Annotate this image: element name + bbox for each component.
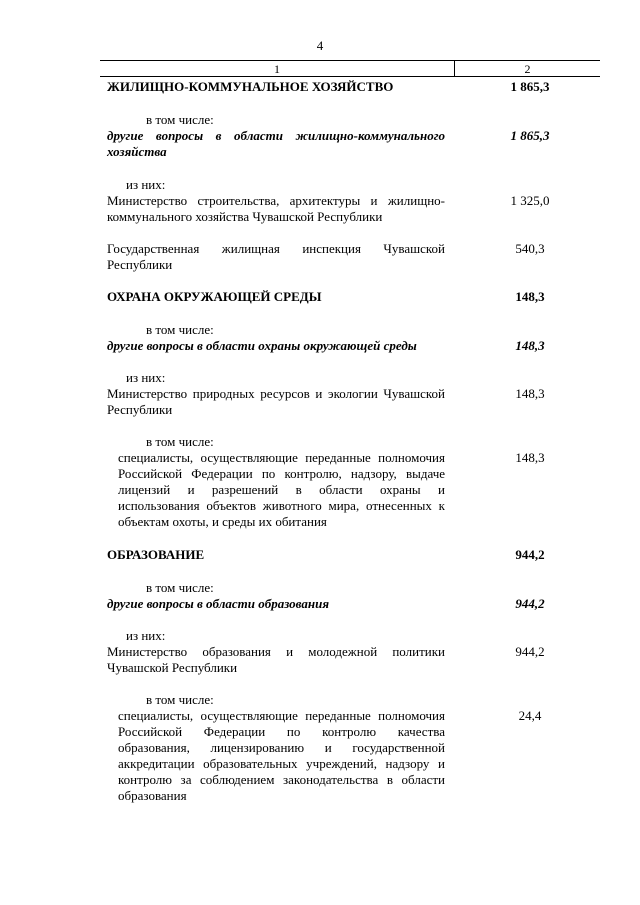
ministry-education-value: 944,2 — [515, 644, 545, 659]
specialists-environment: специалисты, осуществляющие переданные полномочия Российской Федерации по контролю, надзору, выдаче лицензий и разрешений в области охраны и использования объектов животного мира, отнесенных к объектам охоты, и среды их обитания — [118, 450, 445, 529]
section-title-education: ОБРАЗОВАНИЕ — [107, 547, 205, 562]
other-questions-education: другие вопросы в области образования — [107, 596, 330, 611]
of-them-label: из них: — [126, 177, 166, 192]
section-value-housing: 1 865,3 — [510, 79, 550, 94]
table-column-header — [100, 60, 600, 77]
ministry-education: Министерство образования и молодежной политики Чувашской Республики — [107, 644, 445, 675]
other-questions-housing-value: 1 865,3 — [510, 128, 550, 143]
ministry-construction: Министерство строительства, архитектуры и жилищно-коммунального хозяйства Чувашской Республики — [107, 193, 445, 224]
other-questions-environment: другие вопросы в области охраны окружающей среды — [107, 338, 417, 353]
ministry-natural-resources: Министерство природных ресурсов и экологии Чувашской Республики — [107, 386, 445, 417]
other-questions-education-value: 944,2 — [515, 596, 545, 611]
of-them-label: из них: — [126, 370, 166, 385]
specialists-education-value: 24,4 — [518, 708, 542, 723]
column-1-header: 1 — [274, 62, 280, 76]
including-label: в том числе: — [146, 692, 214, 707]
including-label: в том числе: — [146, 434, 214, 449]
housing-inspection-value: 540,3 — [515, 241, 545, 256]
specialists-environment-value: 148,3 — [515, 450, 545, 465]
section-value-environment: 148,3 — [515, 289, 545, 304]
specialists-education: специалисты, осуществляющие переданные полномочия Российской Федерации по контролю качества образования, лицензированию и государственной аккредитации образовательных учреждений, надзору и контролю за соблюдением законодательства в области образования — [118, 708, 445, 803]
of-them-label: из них: — [126, 628, 166, 643]
including-label: в том числе: — [146, 322, 214, 337]
ministry-construction-value: 1 325,0 — [510, 193, 550, 208]
including-label: в том числе: — [146, 112, 214, 127]
other-questions-environment-value: 148,3 — [515, 338, 545, 353]
including-label: в том числе: — [146, 580, 214, 595]
ministry-natural-resources-value: 148,3 — [515, 386, 545, 401]
column-2-header: 2 — [524, 62, 531, 76]
section-title-housing: ЖИЛИЩНО-КОММУНАЛЬНОЕ ХОЗЯЙСТВО — [107, 79, 394, 94]
other-questions-housing: другие вопросы в области жилищно-коммунального хозяйства — [107, 128, 445, 159]
housing-inspection: Государственная жилищная инспекция Чувашской Республики — [107, 241, 445, 272]
section-value-education: 944,2 — [515, 547, 545, 562]
page-number: 4 — [316, 38, 324, 53]
section-title-environment: ОХРАНА ОКРУЖАЮЩЕЙ СРЕДЫ — [107, 289, 322, 304]
